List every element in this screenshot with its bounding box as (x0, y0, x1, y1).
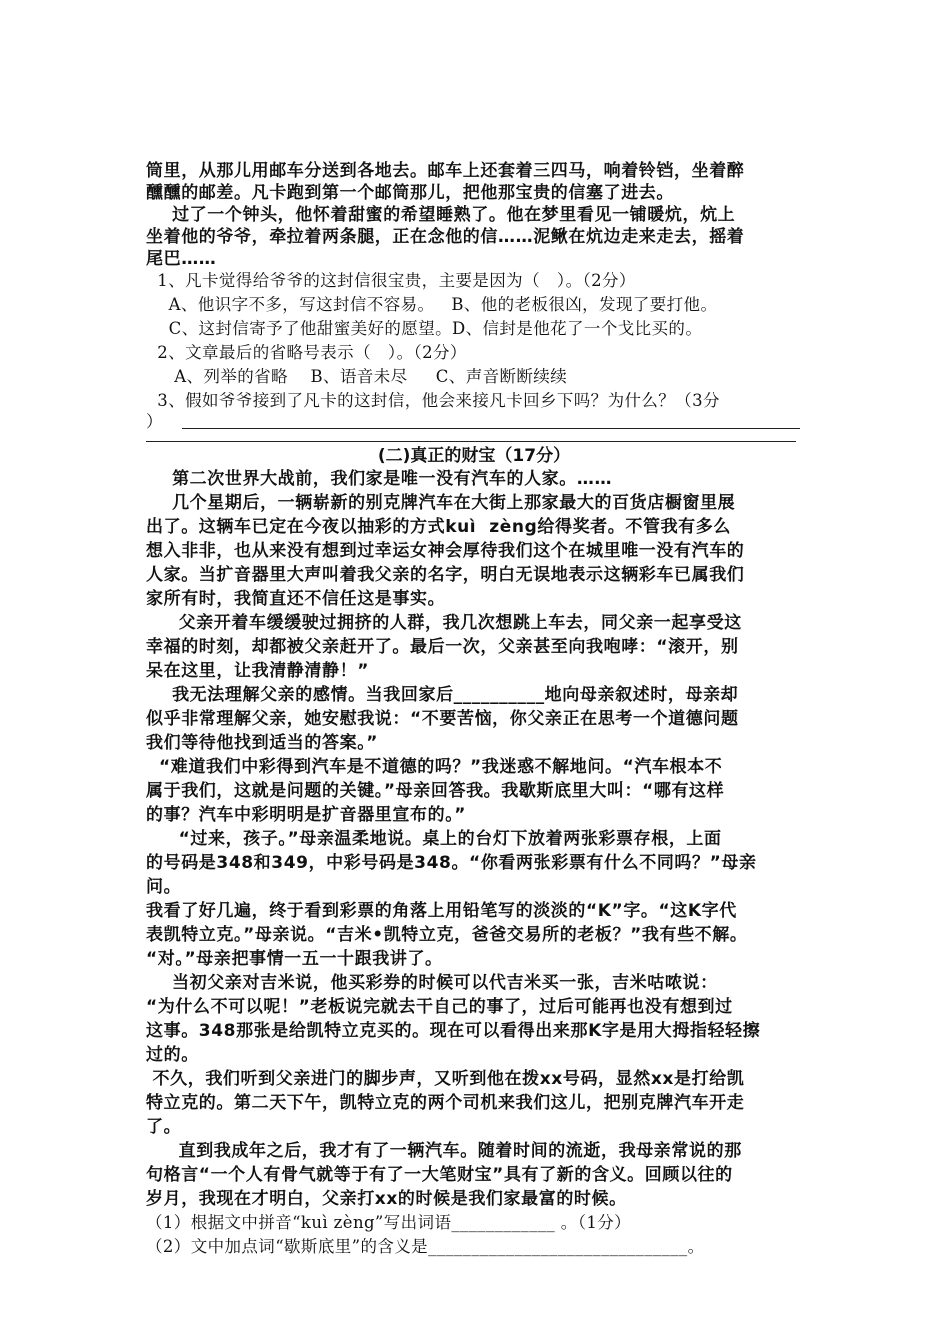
passage2-line: 当初父亲对吉米说，他买彩券的时候可以代吉米买一张，吉米咕哝说： (146, 973, 718, 993)
passage1-line-4: 坐着他的爷爷，牵拉着两条腿，正在念他的信……泥鳅在炕边走来走去，摇着 (146, 227, 745, 247)
passage2-line: 的事？汽车中彩明明是扩音器里宣布的。” (146, 805, 467, 825)
answer-line-2 (146, 441, 796, 442)
passage1-line-5: 尾巴…… (146, 249, 217, 269)
question-2: 2、文章最后的省略号表示（ ）。（2分） (146, 343, 467, 362)
question-3-tail: ） (146, 412, 163, 431)
question-1: 1、凡卡觉得给爷爷的这封信很宝贵，主要是因为（ ）。（2分） (146, 271, 636, 290)
passage2-line: 父亲开着车缓缓驶过拥挤的人群，我几次想跳上车去，同父亲一起享受这 (146, 613, 742, 633)
passage2-line: 岁月，我现在才明白，父亲打xx的时候是我们家最富的时候。 (146, 1189, 627, 1209)
passage2-line: 我们等待他找到适当的答案。” (146, 733, 379, 753)
passage2-line: 句格言“一个人有骨气就等于有了一大笔财宝”具有了新的含义。回顾以往的 (146, 1165, 733, 1185)
passage2-line: 我无法理解父亲的感情。当我回家后__________地向母亲叙述时，母亲却 (146, 685, 739, 705)
question-1-options-cd: C、这封信寄予了他甜蜜美好的愿望。D、信封是他花了一个戈比买的。 (146, 319, 703, 338)
passage2-line: “难道我们中彩得到汽车是不道德的吗？”我迷惑不解地问。“汽车根本不 (146, 757, 723, 777)
passage2-line: 呆在这里，让我清静清静！” (146, 661, 369, 681)
answer-line-1 (182, 428, 800, 429)
passage2-line: “为什么不可以呢！”老板说完就去干自己的事了，过后可能再也没有想到过 (146, 997, 733, 1017)
passage1-line-3: 过了一个钟头，他怀着甜蜜的希望睡熟了。他在梦里看见一铺暖炕，炕上 (146, 205, 736, 225)
passage2-line: 属于我们，这就是问题的关键。”母亲回答我。我歇斯底里大叫：“哪有这样 (146, 781, 725, 801)
passage2-line: 过的。 (146, 1045, 199, 1065)
passage2-line: “对。”母亲把事情一五一十跟我讲了。 (146, 949, 443, 969)
passage2-line: 不久，我们听到父亲进门的脚步声，又听到他在拨xx号码，显然xx是打给凯 (146, 1069, 745, 1089)
passage2-line: 幸福的时刻，却都被父亲赶开了。最后一次，父亲甚至向我咆哮：“滚开，别 (146, 637, 739, 657)
passage2-line: 这事。348那张是给凯特立克买的。现在可以看得出来那K字是用大拇指轻轻擦 (146, 1021, 761, 1041)
passage2-line: 第二次世界大战前，我们家是唯一没有汽车的人家。…… (146, 469, 613, 489)
passage1-line-2: 醺醺的邮差。凡卡跑到第一个邮筒那儿，把他那宝贵的信塞了进去。 (146, 183, 674, 203)
passage2-line: 特立克的。第二天下午，凯特立克的两个司机来我们这儿，把别克牌汽车开走 (146, 1093, 745, 1113)
passage2-line: 家所有时，我简直还不信任这是事实。 (146, 589, 446, 609)
passage2-line: “过来，孩子。”母亲温柔地说。桌上的台灯下放着两张彩票存根，上面 (146, 829, 722, 849)
passage2-line: 问。 (146, 877, 182, 897)
passage2-line: 表凯特立克。”母亲说。“吉米•凯特立克，爸爸交易所的老板？”我有些不解。 (146, 925, 748, 945)
passage2-line: 想入非非，也从来没有想到过幸运女神会厚待我们这个在城里唯一没有汽车的 (146, 541, 745, 561)
passage2-line: 几个星期后，一辆崭新的别克牌汽车在大街上那家最大的百货店橱窗里展 (146, 493, 736, 513)
question-3: 3、假如爷爷接到了凡卡的这封信，他会来接凡卡回乡下吗？为什么？（3分 (146, 391, 720, 410)
passage2-line: 似乎非常理解父亲，她安慰我说：“不要苦恼，你父亲正在思考一个道德问题 (146, 709, 739, 729)
passage2-line: 人家。当扩音器里大声叫着我父亲的名字，明白无误地表示这辆彩车已属我们 (146, 565, 745, 585)
passage2-line: 我看了好几遍，终于看到彩票的角落上用铅笔写的淡淡的“K”字。“这K字代 (146, 901, 737, 921)
section-title: (二)真正的财宝（17分） (377, 446, 571, 466)
passage2-line: 的号码是348和349，中彩号码是348。“你看两张彩票有什么不同吗？”母亲 (146, 853, 757, 873)
question-1-options-ab: A、他识字不多，写这封信不容易。 B、他的老板很凶，发现了要打他。 (146, 295, 718, 314)
passage2-line: 出了。这辆车已定在今夜以抽彩的方式kuì zèng给得奖者。不管我有多么 (146, 517, 731, 537)
passage2-line: 直到我成年之后，我才有了一辆汽车。随着时间的流逝，我母亲常说的那 (146, 1141, 742, 1161)
passage2-line: 了。 (146, 1117, 182, 1137)
question-2-options: A、列举的省略 B、语音未尽 C、声音断断续续 (146, 367, 568, 386)
question-2-1: （1）根据文中拼音“kuì zèng”写出词语____________ 。（1分） (146, 1213, 632, 1232)
question-2-2: （2）文中加点词“歇斯底里”的含义是______________________________。 (146, 1237, 705, 1256)
passage1-line-1: 筒里，从那儿用邮车分送到各地去。邮车上还套着三四马，响着铃铛，坐着醉 (146, 161, 745, 181)
